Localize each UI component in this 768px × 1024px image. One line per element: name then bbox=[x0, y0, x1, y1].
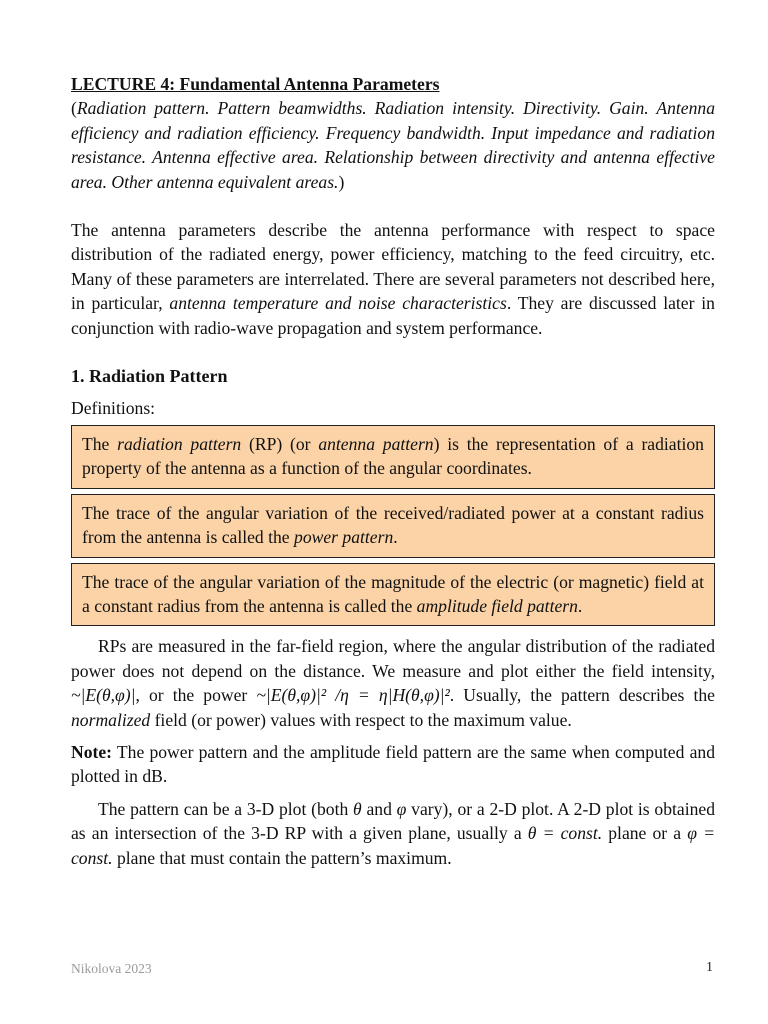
lecture-title: LECTURE 4: Fundamental Antenna Parameters bbox=[71, 74, 440, 94]
intro-text-a: The antenna parameters describe the antenna performance with respect to space distribution of the radiated energy, power efficiency, matching to the feed circuitry, etc. Many of these parameters are interrelated. There are several parameters not described here, in particular, bbox=[71, 220, 715, 314]
para2-text-c: vary), or a 2-D plot. A 2-D plot is obtained as an intersection of the 3-D RP with a given plane, usually a bbox=[71, 798, 715, 844]
box3-italic-1: amplitude field pattern bbox=[416, 595, 578, 616]
definitions-label: Definitions: bbox=[71, 398, 156, 419]
box1-text-a: The bbox=[82, 433, 118, 454]
footer-author: Nikolova 2023 bbox=[71, 961, 152, 976]
subtitle-topics: Radiation pattern. Pattern beamwidths. Radiation intensity. Directivity. Gain. Antenna efficiency and radiation efficiency. Frequency bandwidth. Input impedance and radiation resistance. Antenna effective area. Relationship between directivity and antenna effective area. Other antenna equivalent areas. bbox=[71, 98, 715, 192]
power-formula: ~|E(θ,φ)|² /η = η|H(θ,φ)|² bbox=[256, 685, 450, 706]
note-label: Note: bbox=[71, 741, 113, 762]
theta-const-formula: θ = const. bbox=[527, 823, 603, 844]
box3-text-b: . bbox=[577, 595, 583, 616]
section-heading: 1. Radiation Pattern bbox=[71, 366, 228, 387]
box2-italic-1: power pattern bbox=[294, 527, 394, 548]
para2-text-e: plane that must contain the pattern’s maximum. bbox=[112, 847, 452, 868]
definition-box-amplitude-pattern bbox=[71, 563, 715, 627]
para2-text-d: plane or a bbox=[602, 823, 688, 844]
page-body bbox=[71, 72, 715, 870]
phi-const-formula: φ = const. bbox=[71, 823, 715, 868]
para1-text-a: RPs are measured in the far-field region, where the angular distribution of the radiated power does not depend on the distance. We measure and plot either the field intensity, bbox=[71, 636, 715, 681]
para1-text-c: . Usually, the pattern describes the bbox=[449, 685, 715, 706]
intro-text-italic: antenna temperature and noise characteristics bbox=[169, 293, 507, 314]
box2-text-b: . bbox=[393, 527, 398, 548]
para1-italic: normalized bbox=[71, 709, 151, 730]
subtitle-close-paren: ) bbox=[338, 171, 345, 192]
box3-text-a: The trace of the angular variation of the magnitude of the electric (or magnetic) field at a constant radius from the antenna is called the bbox=[82, 571, 704, 616]
box1-text-b: (RP) (or bbox=[241, 433, 319, 454]
note-text: The power pattern and the amplitude field pattern are the same when computed and plotted in dB. bbox=[71, 741, 715, 787]
theta-symbol: θ bbox=[353, 798, 362, 819]
intro-text-b: . They are discussed later in conjunction with radio-wave propagation and system performance. bbox=[71, 293, 715, 338]
definition-box-radiation-pattern bbox=[71, 425, 715, 489]
phi-symbol: φ bbox=[396, 798, 407, 819]
para2-text-b: and bbox=[361, 798, 397, 819]
box2-text-a: The trace of the angular variation of the received/radiated power at a constant radius from the antenna is called the bbox=[82, 502, 704, 548]
box1-italic-2: antenna pattern bbox=[318, 433, 434, 454]
para1-text-b: , or the power bbox=[135, 685, 257, 706]
para2-text-a: The pattern can be a 3-D plot (both bbox=[98, 798, 354, 819]
intro-paragraph bbox=[71, 218, 715, 340]
box1-text-c: ) is the representation of a radiation property of the antenna as a function of the angular coordinates. bbox=[82, 433, 704, 479]
lecture-subtitle bbox=[71, 96, 715, 194]
page-number: 1 bbox=[706, 960, 713, 975]
definition-box-power-pattern bbox=[71, 494, 715, 558]
pattern-plot-paragraph bbox=[71, 797, 715, 870]
note-paragraph bbox=[71, 740, 715, 789]
far-field-paragraph bbox=[71, 634, 715, 732]
subtitle-open-paren: ( bbox=[71, 98, 77, 119]
para1-text-d: field (or power) values with respect to the maximum value. bbox=[150, 709, 572, 730]
field-intensity-formula: ~|E(θ,φ)| bbox=[71, 685, 136, 706]
box1-italic-1: radiation pattern bbox=[117, 433, 242, 454]
